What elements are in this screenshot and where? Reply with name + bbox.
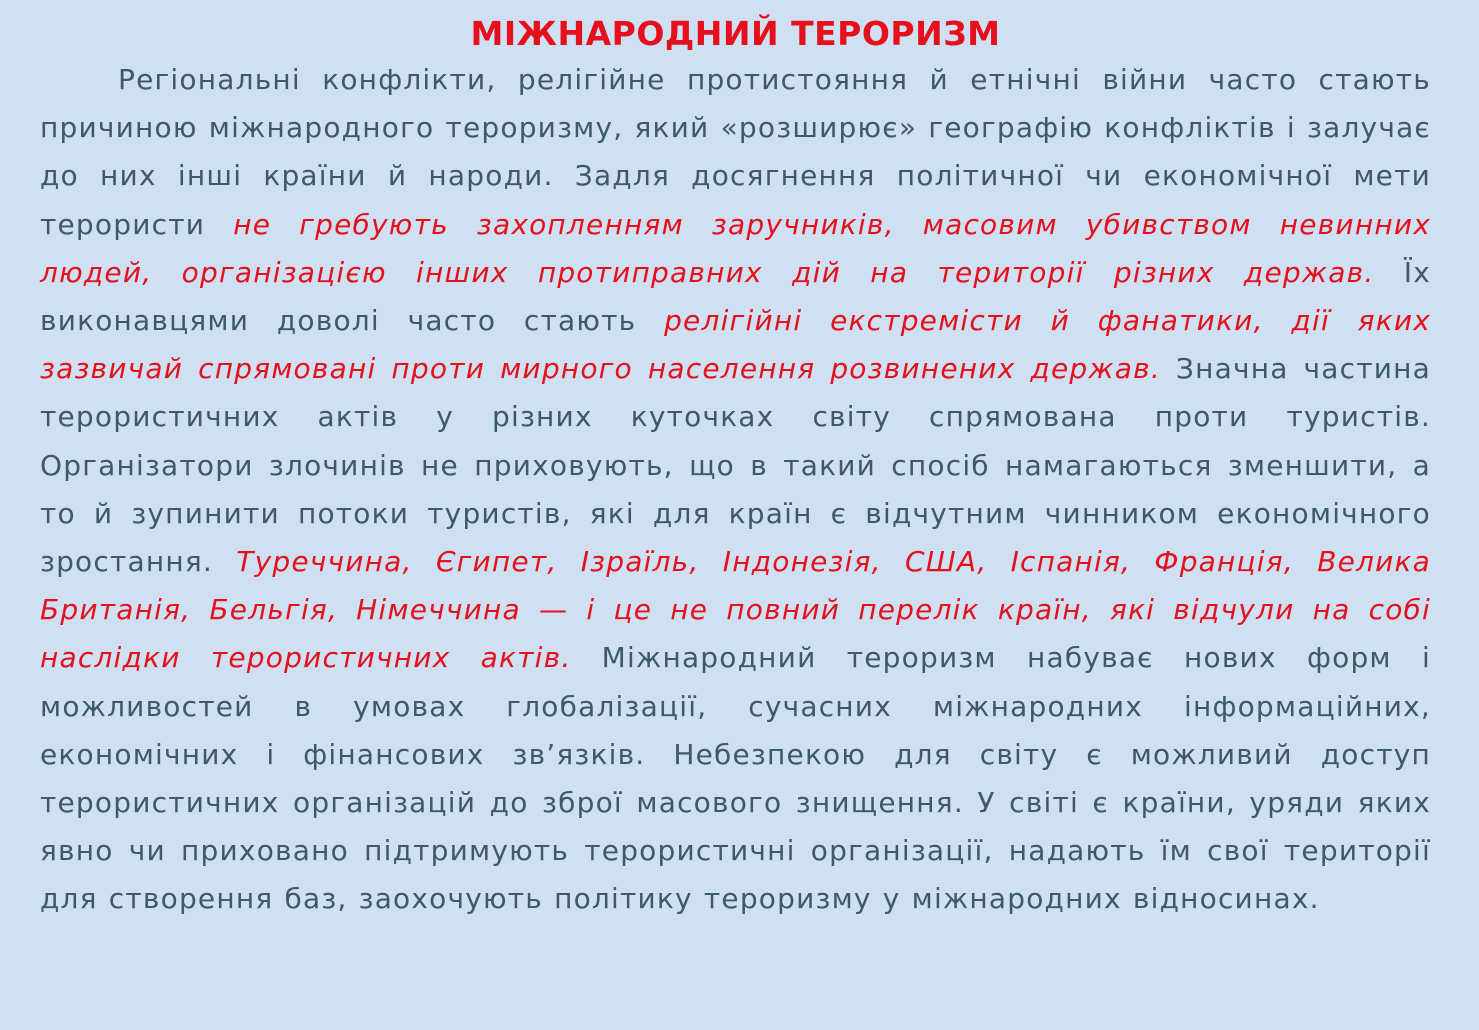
body-paragraph [40, 56, 1431, 924]
emphasized-text: не гребують захопленням заручників, масовим убивством невинних людей, організацією інших протиправних дій на території різних держав. [40, 207, 1432, 289]
text-segment: Значна частина терористичних актів у різних куточках світу спрямована проти туристів. Організатори злочинів не приховують, що в такий спосіб намагаються зменшити, а то й зупинити потоки туристів, які для країн є відчутним чинником економічного зростання. [40, 352, 1432, 579]
emphasized-text: Туреччина, Єгипет, Ізраїль, Індонезія, США, Іспанія, Франція, Велика Британія, Бельгія, Німеччина — і це не повний перелік країн, які відчули на собі наслідки терористичних актів. [40, 545, 1431, 675]
page-title: МІЖНАРОДНИЙ ТЕРОРИЗМ [470, 14, 1001, 53]
emphasized-text: релігійні екстремісти й фанатики, дії яких зазвичай спрямовані проти мирного населення розвинених держав. [40, 304, 1431, 386]
text-segment: Їх виконавцями доволі часто стають [40, 255, 1431, 338]
text-segment: Міжнародний тероризм набуває нових форм і можливостей в умовах глобалізації, сучасних міжнародних інформаційних, економічних і фінансових зв’язків. Небезпекою для світу є можливий доступ терористичних організацій до зброї масового знищення. У світі є країни, уряди яких явно чи приховано підтримують терористичні організації, надають їм свої території для створення баз, заохочують політику тероризму у міжнародних відносинах. [40, 641, 1431, 916]
text-segment: Регіональні конфлікти, релігійне протистояння й етнічні війни часто стають причиною міжнародного тероризму, який «розширює» географію конфліктів і залучає до них інші країни й народи. Задля досягнення політичної чи економічної мети терористи [40, 63, 1431, 241]
